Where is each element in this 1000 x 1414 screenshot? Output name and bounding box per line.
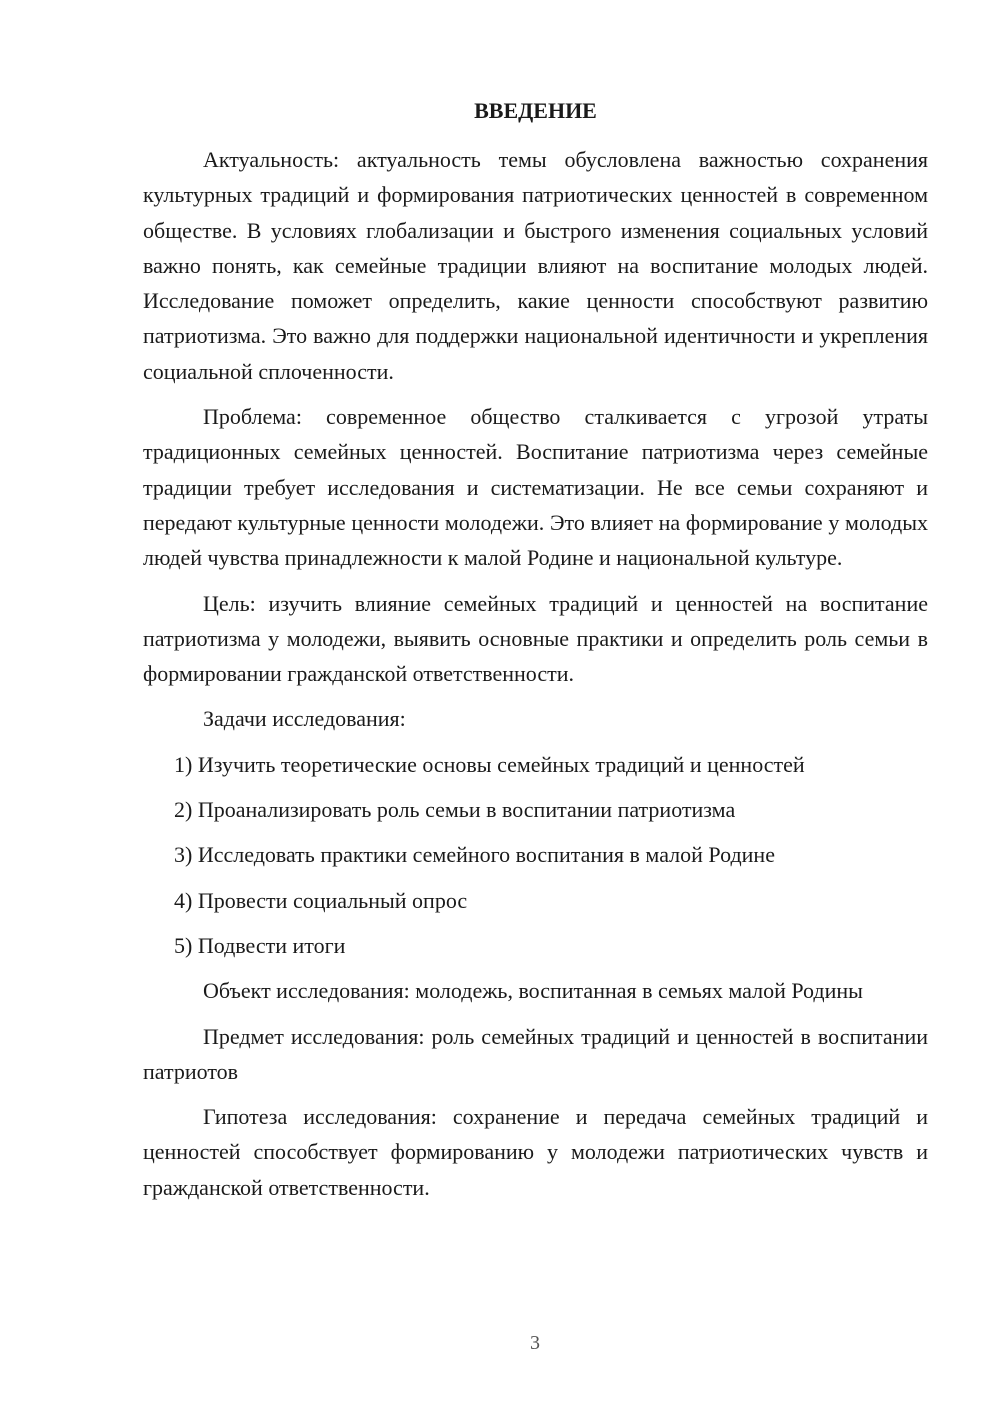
goal-paragraph: Цель: изучить влияние семейных традиций и ценностей на воспитание патриотизма у молодежи, выявить основные практики и определить роль семьи в формировании гражданской ответственности. bbox=[143, 590, 928, 687]
object-paragraph: Объект исследования: молодежь, воспитанная в семьях малой Родины bbox=[203, 978, 863, 1004]
problem-paragraph: Проблема: современное общество сталкивается с угрозой утраты традиционных семейных ценностей. Воспитание патриотизма через семейные традиции требует исследования и систематизации. Не все семьи сохраняют и передают культурные ценности молодежи. Это влияет на формирование у молодых людей чувства принадлежности к малой Родине и национальной культуре. bbox=[143, 404, 928, 571]
section-title: ВВЕДЕНИЕ bbox=[474, 98, 597, 123]
subject-paragraph: Предмет исследования: роль семейных традиций и ценностей в воспитании патриотов bbox=[143, 1023, 928, 1084]
page-number: 3 bbox=[530, 1332, 540, 1354]
task-item: 3) Исследовать практики семейного воспитания в малой Родине bbox=[174, 842, 775, 868]
task-item: 1) Изучить теоретические основы семейных традиций и ценностей bbox=[174, 751, 805, 777]
hypothesis-paragraph: Гипотеза исследования: сохранение и передача семейных традиций и ценностей способствует формированию у молодежи патриотических чувств и гражданской ответственности. bbox=[143, 1104, 928, 1200]
task-item: 2) Проанализировать роль семьи в воспитании патриотизма bbox=[174, 797, 736, 823]
task-item: 5) Подвести итоги bbox=[174, 932, 346, 958]
tasks-heading: Задачи исследования: bbox=[203, 706, 406, 732]
task-list bbox=[143, 747, 928, 963]
relevance-paragraph: Актуальность: актуальность темы обусловлена важностью сохранения культурных традиций и формирования патриотических ценностей в современном обществе. В условиях глобализации и быстрого изменения социальных условий важно понять, как семейные традиции влияют на воспитание молодых людей. Исследование поможет определить, какие ценности способствуют развитию патриотизма. Это важно для поддержки национальной идентичности и укрепления социальной сплоченности. bbox=[143, 147, 928, 384]
task-item: 4) Провести социальный опрос bbox=[174, 887, 468, 913]
page-content bbox=[143, 96, 928, 1215]
